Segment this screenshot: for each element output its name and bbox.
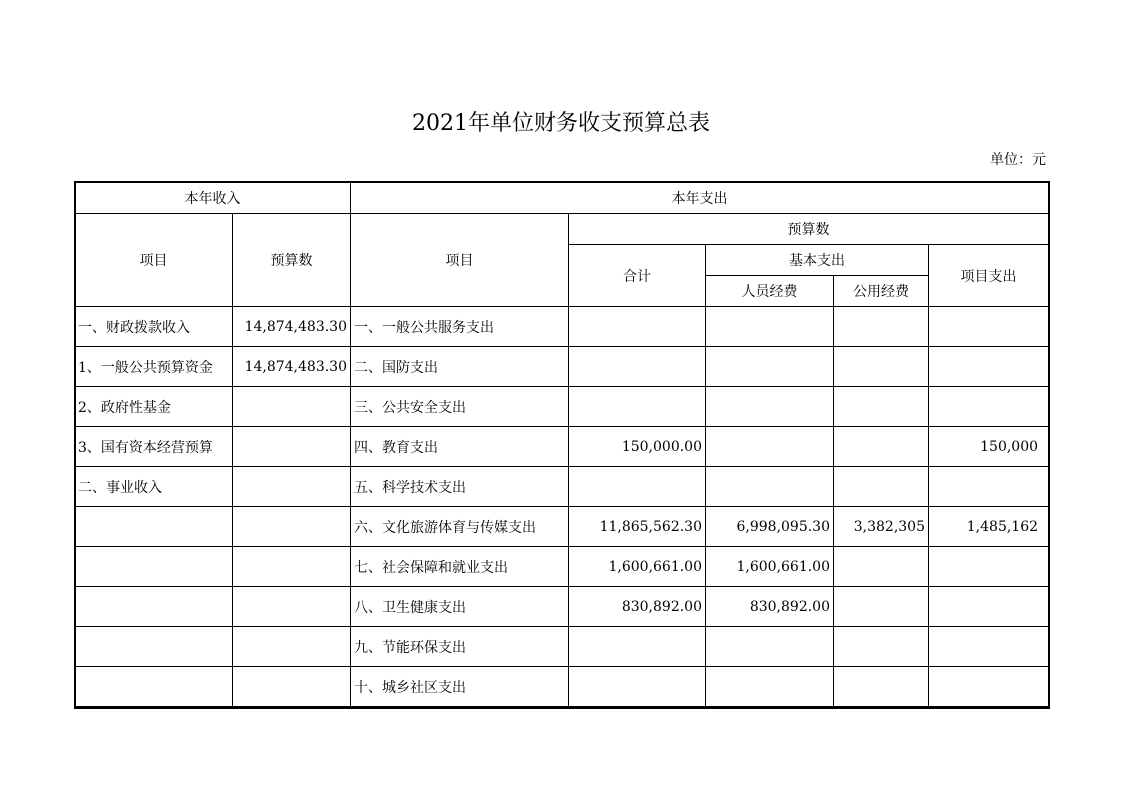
income-item-cell (75, 627, 233, 667)
expense-item-cell: 五、科学技术支出 (351, 467, 569, 507)
project-cell (929, 667, 1049, 707)
income-budget-cell (233, 467, 351, 507)
public-use-cell (834, 467, 929, 507)
table-row (75, 667, 1049, 707)
total-header: 合计 (569, 245, 706, 307)
personnel-cell (706, 627, 834, 667)
income-budget-cell (233, 667, 351, 707)
project-cell (929, 547, 1049, 587)
project-cell (929, 387, 1049, 427)
total-cell (569, 627, 706, 667)
total-cell: 150,000.00 (569, 427, 706, 467)
income-budget-cell (233, 387, 351, 427)
personnel-cell (706, 307, 834, 347)
expense-item-cell: 八、卫生健康支出 (351, 587, 569, 627)
table-row (75, 507, 1049, 547)
personnel-cell (706, 347, 834, 387)
public-use-cell (834, 547, 929, 587)
table-row (75, 467, 1049, 507)
table-row (75, 547, 1049, 587)
expense-item-header: 项目 (351, 214, 569, 307)
project-cell (929, 467, 1049, 507)
personnel-header: 人员经费 (706, 276, 834, 307)
income-item-header: 项目 (75, 214, 233, 307)
income-budget-cell (233, 587, 351, 627)
project-cell: 1,485,162 (929, 507, 1049, 547)
income-item-cell (75, 587, 233, 627)
public-use-cell (834, 667, 929, 707)
public-use-header: 公用经费 (834, 276, 929, 307)
table-row (75, 347, 1049, 387)
public-use-cell (834, 387, 929, 427)
public-use-cell (834, 587, 929, 627)
project-expense-header: 项目支出 (929, 245, 1049, 307)
income-budget-cell (233, 547, 351, 587)
total-cell (569, 467, 706, 507)
personnel-cell (706, 387, 834, 427)
income-item-cell: 2、政府性基金 (75, 387, 233, 427)
expense-section-header: 本年支出 (351, 182, 1049, 214)
table-row (75, 627, 1049, 667)
total-cell (569, 347, 706, 387)
income-budget-cell (233, 627, 351, 667)
income-item-cell: 一、财政拨款收入 (75, 307, 233, 347)
total-cell: 830,892.00 (569, 587, 706, 627)
personnel-cell (706, 467, 834, 507)
table-row (75, 587, 1049, 627)
personnel-cell: 1,600,661.00 (706, 547, 834, 587)
income-item-cell (75, 507, 233, 547)
column-header-row-1 (75, 214, 1049, 245)
table-row (75, 387, 1049, 427)
budget-count-header: 预算数 (569, 214, 1049, 245)
expense-item-cell: 六、文化旅游体育与传媒支出 (351, 507, 569, 547)
total-cell: 1,600,661.00 (569, 547, 706, 587)
section-header-row (75, 182, 1049, 214)
expense-item-cell: 四、教育支出 (351, 427, 569, 467)
table-row (75, 427, 1049, 467)
income-budget-header: 预算数 (233, 214, 351, 307)
project-cell (929, 627, 1049, 667)
personnel-cell (706, 427, 834, 467)
project-cell (929, 347, 1049, 387)
public-use-cell (834, 307, 929, 347)
income-budget-cell: 14,874,483.30 (233, 307, 351, 347)
table-row (75, 307, 1049, 347)
unit-label: 单位：元 (990, 152, 1046, 168)
expense-item-cell: 七、社会保障和就业支出 (351, 547, 569, 587)
personnel-cell: 6,998,095.30 (706, 507, 834, 547)
expense-item-cell: 十、城乡社区支出 (351, 667, 569, 707)
personnel-cell: 830,892.00 (706, 587, 834, 627)
income-item-cell (75, 547, 233, 587)
income-item-cell (75, 667, 233, 707)
income-item-cell: 二、事业收入 (75, 467, 233, 507)
budget-table (74, 181, 1049, 707)
public-use-cell (834, 627, 929, 667)
expense-item-cell: 三、公共安全支出 (351, 387, 569, 427)
total-cell (569, 667, 706, 707)
total-cell (569, 387, 706, 427)
basic-expense-header: 基本支出 (706, 245, 929, 276)
income-item-cell: 1、一般公共预算资金 (75, 347, 233, 387)
income-section-header: 本年收入 (75, 182, 351, 214)
project-cell (929, 307, 1049, 347)
total-cell: 11,865,562.30 (569, 507, 706, 547)
project-cell (929, 587, 1049, 627)
total-cell (569, 307, 706, 347)
income-budget-cell (233, 507, 351, 547)
project-cell: 150,000 (929, 427, 1049, 467)
expense-item-cell: 一、一般公共服务支出 (351, 307, 569, 347)
income-budget-cell (233, 427, 351, 467)
expense-item-cell: 二、国防支出 (351, 347, 569, 387)
income-item-cell: 3、国有资本经营预算 (75, 427, 233, 467)
income-budget-cell: 14,874,483.30 (233, 347, 351, 387)
public-use-cell (834, 427, 929, 467)
page-title: 2021年单位财务收支预算总表 (412, 111, 710, 136)
public-use-cell (834, 347, 929, 387)
personnel-cell (706, 667, 834, 707)
public-use-cell: 3,382,305 (834, 507, 929, 547)
expense-item-cell: 九、节能环保支出 (351, 627, 569, 667)
